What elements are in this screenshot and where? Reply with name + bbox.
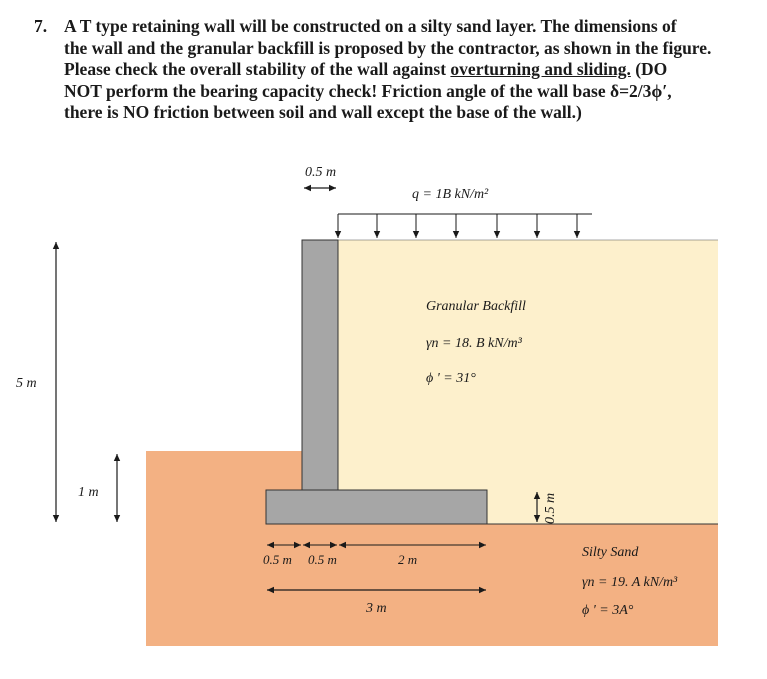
- heel-label: 2 m: [398, 552, 418, 567]
- problem-line-4: NOT perform the bearing capacity check! Friction angle of the wall base δ=2/3ϕ′,: [64, 80, 672, 101]
- wall-stem: [302, 240, 338, 490]
- toe-label: 0.5 m: [263, 552, 292, 567]
- problem-line-3-underlined: overturning and sliding.: [450, 59, 631, 79]
- backfill-friction-angle: ϕ ' = 31°: [426, 371, 476, 386]
- problem-line-1: A T type retaining wall will be constructed on a silty sand layer. The dimensions of: [64, 16, 677, 36]
- height-label: 5 m: [16, 376, 37, 391]
- wall-base: [266, 490, 487, 524]
- problem-number: 7.: [34, 16, 48, 36]
- foundation-friction-angle: ϕ ' = 3A°: [582, 603, 634, 618]
- problem-line-5: there is NO friction between soil and wall except the base of the wall.): [64, 102, 582, 122]
- stem-base-label: 0.5 m: [308, 552, 337, 567]
- surcharge-arrows: [338, 214, 577, 238]
- foundation-title: Silty Sand: [582, 545, 639, 560]
- stem-width-label: 0.5 m: [305, 165, 337, 180]
- surcharge-label: q = 1B kN/m²: [412, 187, 489, 202]
- problem-line-2: the wall and the granular backfill is proposed by the contractor, as shown in the figure.: [64, 37, 712, 58]
- backfill-unit-weight: γn = 18. B kN/m³: [426, 336, 522, 351]
- embedment-label: 1 m: [78, 485, 99, 500]
- base-width-label: 3 m: [366, 601, 387, 616]
- backfill-title: Granular Backfill: [426, 299, 526, 314]
- problem-line-3-end: (DO: [630, 59, 668, 79]
- problem-line-3-start: Please check the overall stability of the wall against: [64, 59, 447, 79]
- front-soil-over-toe: [266, 451, 302, 489]
- foundation-unit-weight: γn = 19. A kN/m³: [582, 575, 678, 590]
- base-thickness-label: 0.5 m: [543, 492, 558, 524]
- backfill-region: [338, 240, 718, 524]
